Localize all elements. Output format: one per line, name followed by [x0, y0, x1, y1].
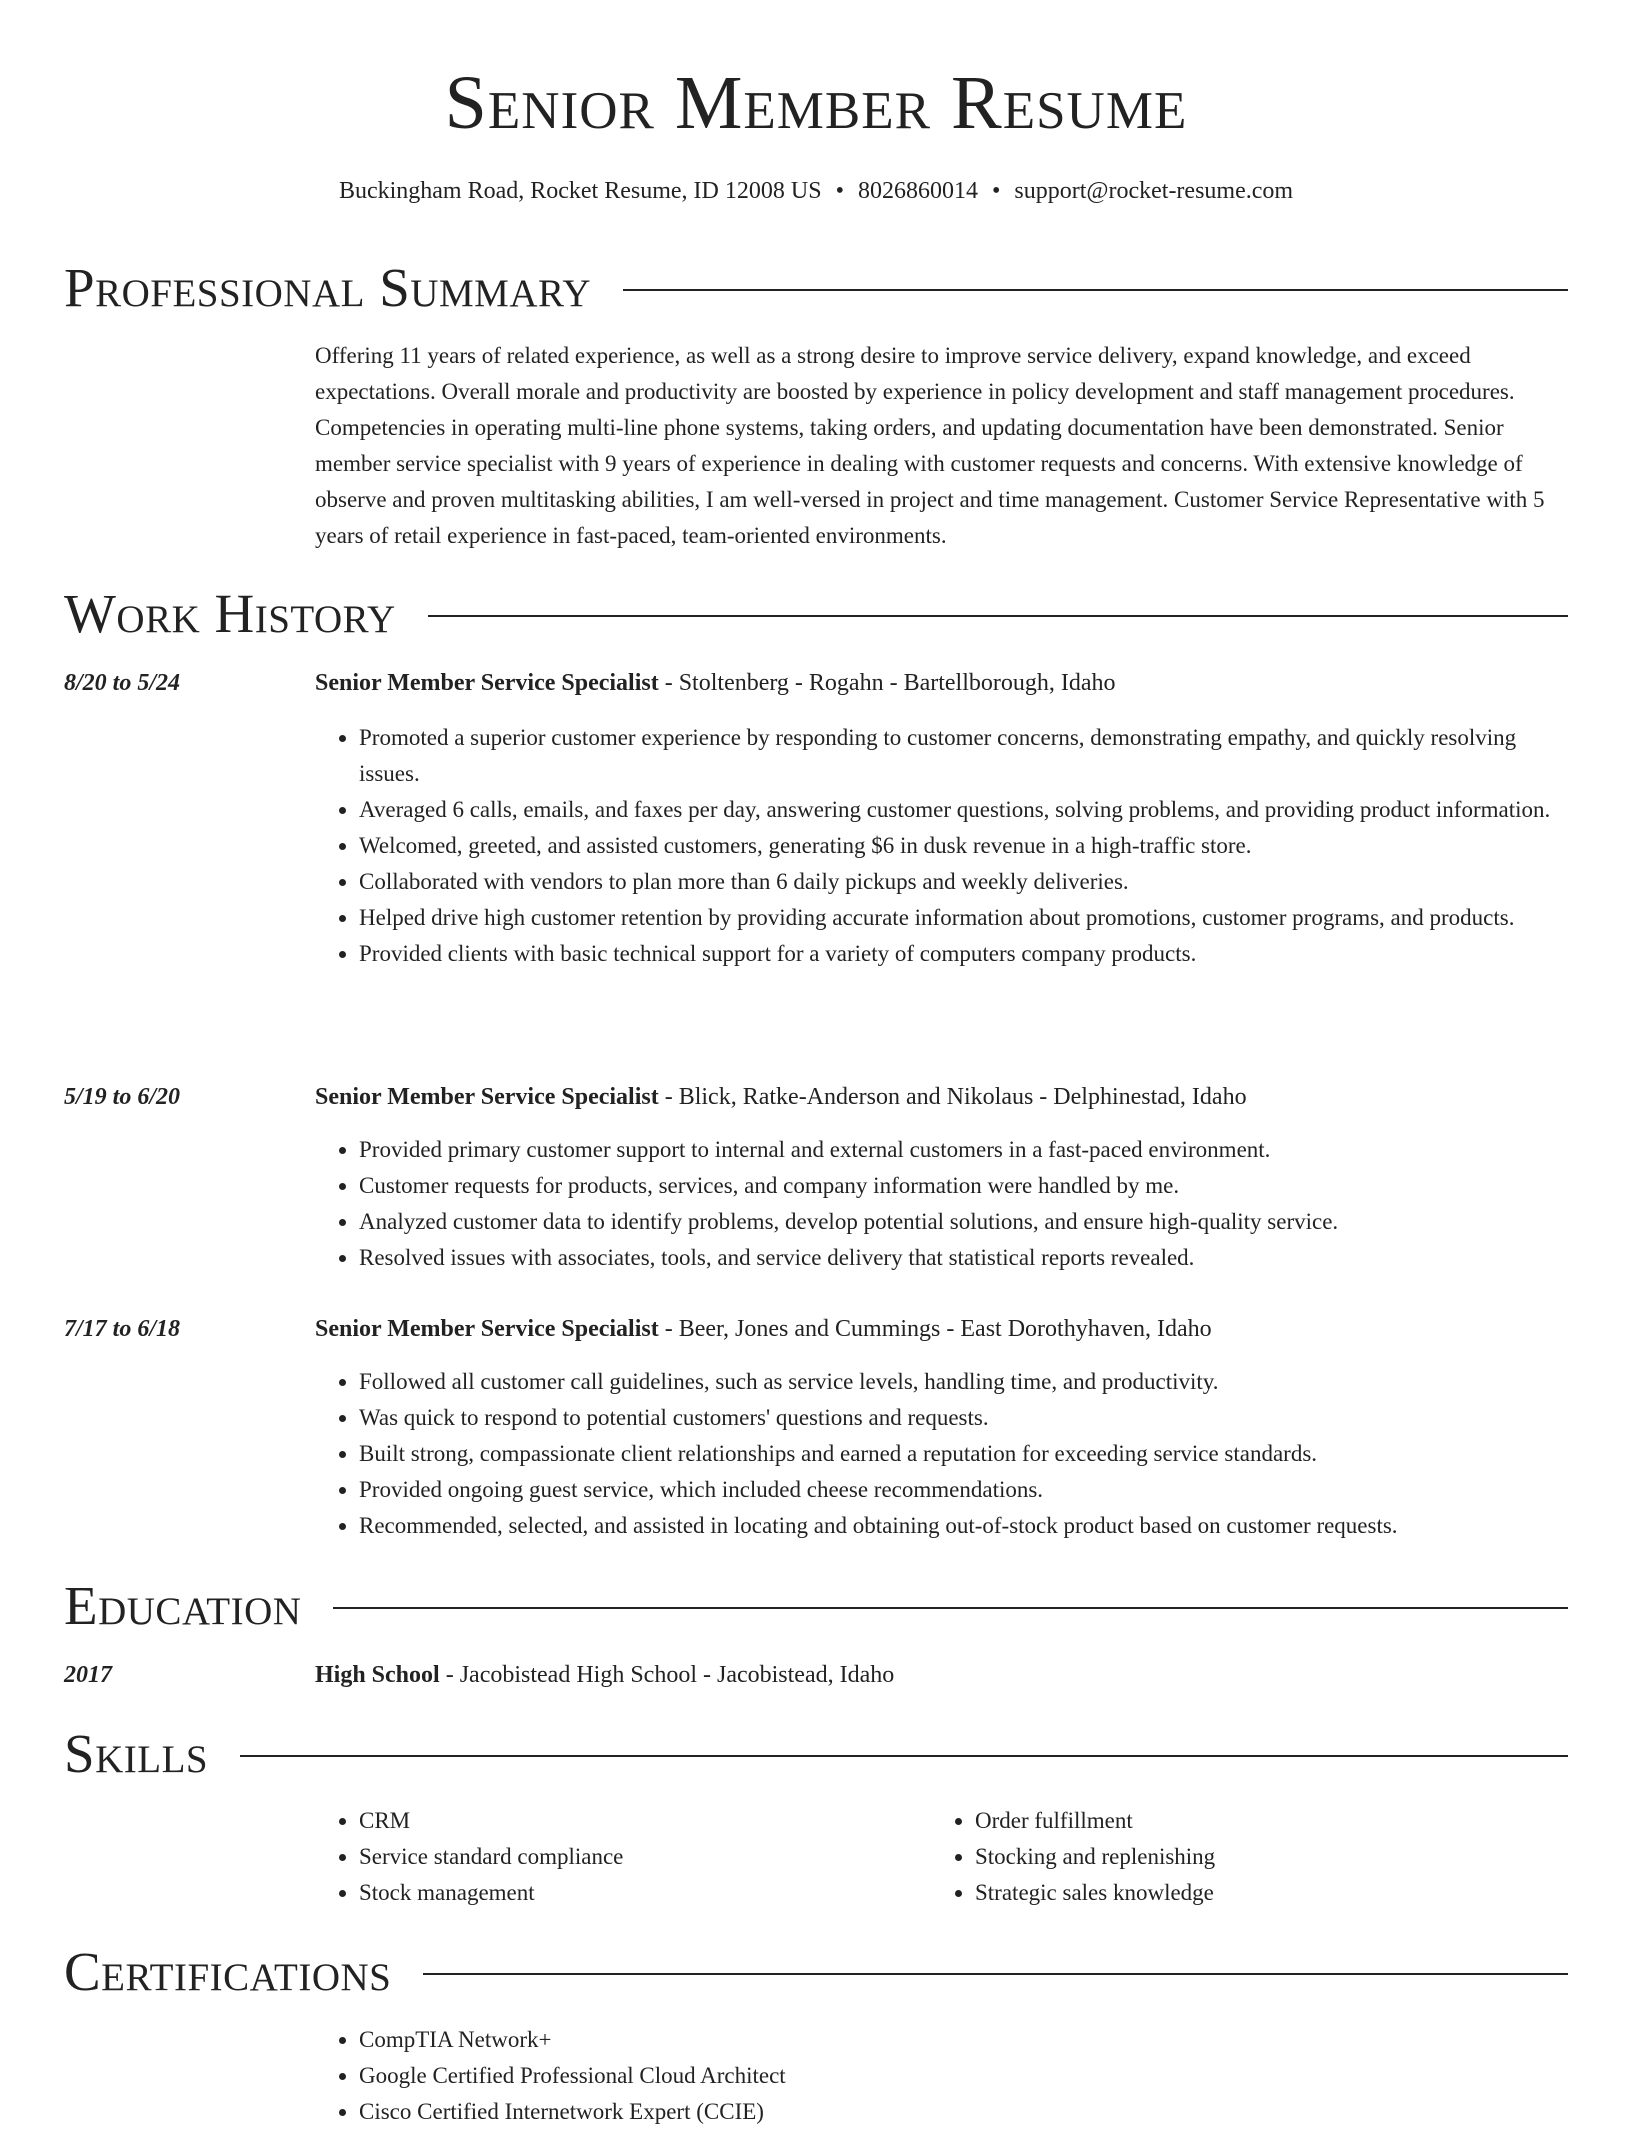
section-divider [623, 289, 1568, 291]
contact-email: support@rocket-resume.com [1014, 178, 1294, 204]
skill-item: • CRM [359, 1803, 875, 1839]
job-bullet: • Provided clients with basic technical support for a variety of computers company products. [359, 936, 1568, 972]
job-bullet: • Analyzed customer data to identify problems, develop potential solutions, and ensure high-quality service. [359, 1204, 1568, 1240]
section-header-skills [64, 1724, 1568, 1784]
section-title: Skills [64, 1723, 209, 1784]
job-dates: 8/20 to 5/24 [64, 670, 181, 696]
job-bullet: • Built strong, compassionate client relationships and earned a reputation for exceeding service standards. [359, 1436, 1568, 1472]
contact-separator: • [835, 178, 844, 204]
job-bullet: • Was quick to respond to potential customers' questions and requests. [359, 1400, 1568, 1436]
job-title: Senior Member Service Specialist [315, 1084, 659, 1110]
section-divider [428, 615, 1568, 617]
resume-name: Senior Member Resume [444, 61, 1188, 145]
skill-item: • Stock management [359, 1875, 875, 1911]
job-bullet: • Collaborated with vendors to plan more than 6 daily pickups and weekly deliveries. [359, 864, 1568, 900]
job-bullet: • Recommended, selected, and assisted in locating and obtaining out-of-stock product based on customer requests. [359, 1508, 1568, 1544]
section-title: Certifications [64, 1941, 392, 2002]
education-school: - Jacobistead High School - Jacobistead, Idaho [439, 1662, 895, 1688]
education-degree: High School [315, 1662, 440, 1688]
job-employer: - Blick, Ratke-Anderson and Nikolaus - Delphinestad, Idaho [658, 1084, 1247, 1110]
skill-item: • Service standard compliance [359, 1839, 875, 1875]
job-title: Senior Member Service Specialist [315, 1316, 659, 1342]
job-bullets [315, 1132, 1568, 1276]
job-employer: - Beer, Jones and Cummings - East Dorothyhaven, Idaho [658, 1316, 1212, 1342]
job-bullet: • Welcomed, greeted, and assisted customers, generating $6 in dusk revenue in a high-traffic store. [359, 828, 1568, 864]
certification-item: • CompTIA Network+ [359, 2022, 1568, 2058]
job-bullet: • Resolved issues with associates, tools, and service delivery that statistical reports revealed. [359, 1240, 1568, 1276]
job-dates: 7/17 to 6/18 [64, 1316, 181, 1342]
job-bullet: • Followed all customer call guidelines, such as service levels, handling time, and productivity. [359, 1364, 1568, 1400]
contact-phone: 8026860014 [857, 178, 978, 204]
certification-item: • Google Certified Professional Cloud Architect [359, 2058, 1568, 2094]
section-title: Professional Summary [64, 257, 592, 318]
job-bullets [315, 720, 1568, 972]
job-bullet: • Helped drive high customer retention by providing accurate information about promotions, customer programs, and products. [359, 900, 1568, 936]
job-bullet: • Provided primary customer support to internal and external customers in a fast-paced environment. [359, 1132, 1568, 1168]
skill-item: • Order fulfillment [975, 1803, 1491, 1839]
certifications-list [315, 2022, 1568, 2130]
skill-item: • Stocking and replenishing [975, 1839, 1491, 1875]
skills-list-right [931, 1803, 1491, 1911]
contact-line [0, 176, 1632, 206]
section-header-summary [64, 258, 1568, 318]
professional-summary: Offering 11 years of related experience, as well as a strong desire to improve service delivery, expand knowledge, and exceed expectations. Overall morale and productivity are boosted by experience in policy development and staff management procedures. Competencies in operating multi-line phone systems, taking orders, and updating documentation have been demonstrated. Senior member service specialist with 9 years of experience in dealing with customer requests and concerns. With extensive knowledge of observe and proven multitasking abilities, I am well-versed in project and time management. Customer Service Representative with 5 years of retail experience in fast-paced, team-oriented environments. [315, 343, 1545, 548]
job-bullet: • Provided ongoing guest service, which included cheese recommendations. [359, 1472, 1568, 1508]
skill-item: • Strategic sales knowledge [975, 1875, 1491, 1911]
education-year: 2017 [64, 1662, 112, 1688]
job-header [315, 1314, 1568, 1344]
section-divider [423, 1973, 1568, 1975]
job-bullets [315, 1364, 1568, 1544]
job-title: Senior Member Service Specialist [315, 670, 659, 696]
section-title: Education [64, 1575, 302, 1636]
section-title: Work History [64, 583, 396, 644]
job-header [315, 1082, 1568, 1112]
job-bullet: • Averaged 6 calls, emails, and faxes per day, answering customer questions, solving problems, and providing product information. [359, 792, 1568, 828]
job-header [315, 668, 1568, 698]
job-dates: 5/19 to 6/20 [64, 1084, 181, 1110]
section-header-certifications [64, 1942, 1568, 2002]
contact-separator: • [991, 178, 1001, 204]
job-employer: - Stoltenberg - Rogahn - Bartellborough, Idaho [658, 670, 1116, 696]
certification-item: • Cisco Certified Internetwork Expert (CCIE) [359, 2094, 1568, 2130]
skills-list-left [315, 1803, 875, 1911]
section-divider [240, 1755, 1568, 1757]
job-bullet: • Promoted a superior customer experience by responding to customer concerns, demonstrating empathy, and quickly resolving issues. [359, 720, 1568, 792]
contact-address: Buckingham Road, Rocket Resume, ID 12008 US [338, 178, 822, 204]
section-header-education [64, 1576, 1568, 1636]
section-divider [333, 1607, 1568, 1609]
job-bullet: • Customer requests for products, services, and company information were handled by me. [359, 1168, 1568, 1204]
section-header-work-history [64, 584, 1568, 644]
education-entry [315, 1660, 1568, 1690]
